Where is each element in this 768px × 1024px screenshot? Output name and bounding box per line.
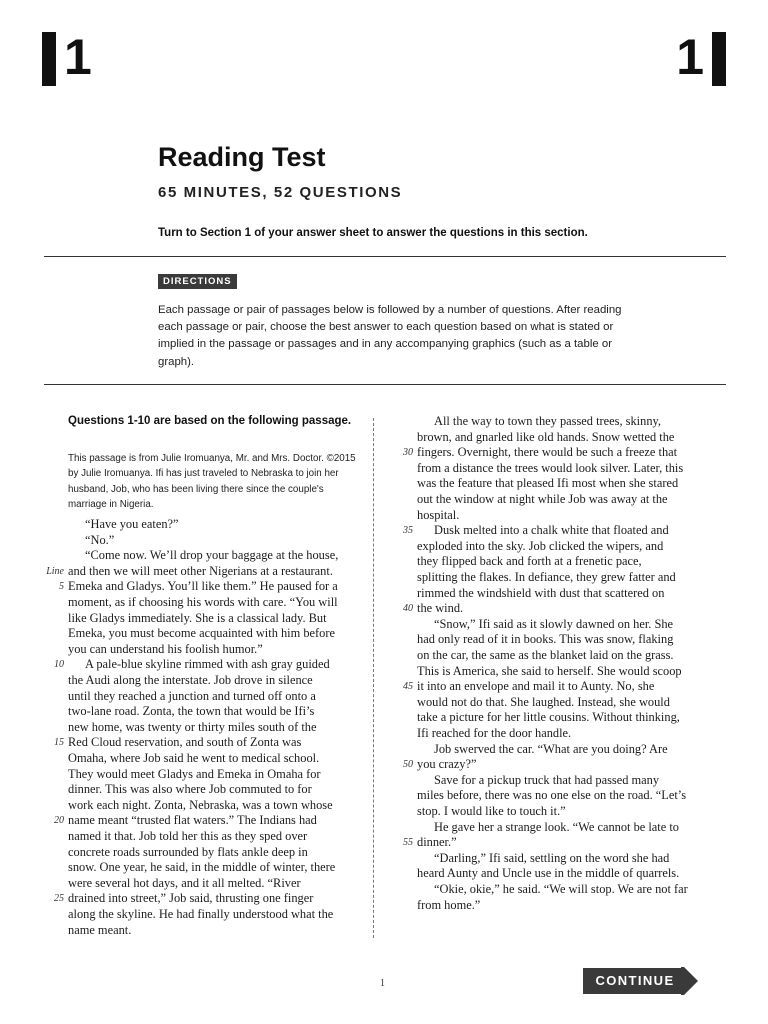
section-number-right: 1 — [676, 29, 704, 85]
line-number: 40 — [403, 603, 413, 615]
passage-line: Emeka, you must become acquainted with him before — [68, 626, 336, 641]
line-number: 35 — [403, 525, 413, 537]
passage-intro: This passage is from Julie Iromuanya, Mr. and Mrs. Doctor. ©2015 by Julie Iromuanya. Ifi has just traveled to Nebraska to join her husband, Job, who has been living there since the couple's marriage in Nigeria. — [68, 453, 356, 510]
passage-line: would not do that. She laughed. Instead, she would — [417, 694, 670, 709]
passage-line: He gave her a strange look. “We cannot be late to — [434, 819, 679, 834]
continue-button[interactable] — [583, 967, 699, 995]
line-number: 55 — [403, 837, 413, 849]
section-marker-bar-left — [42, 32, 56, 86]
passage-line: miles before, there was no one else on the road. “Let’s — [417, 788, 687, 803]
line-number: 25 — [54, 893, 64, 905]
passage-line: brown, and gnarled like old hands. Snow wetted the — [417, 429, 675, 444]
line-label: Line — [46, 565, 64, 577]
line-number: 45 — [403, 681, 413, 693]
line-number: 10 — [54, 659, 64, 671]
page-number: 1 — [380, 978, 385, 989]
passage-line: fingers. Overnight, there would be such a freeze that — [417, 445, 678, 460]
passage-line: “Snow,” Ifi said as it slowly dawned on her. She — [434, 616, 674, 631]
passage-line: and then we will meet other Nigerians at a restaurant. — [68, 563, 333, 578]
passage-line: named it that. Job told her this as they sped over — [68, 829, 308, 843]
passage-line: you can understand his foolish humor.” — [68, 641, 263, 656]
passage-line: Omaha, where Job said he went to medical school. — [68, 751, 320, 765]
directions-text: Each passage or pair of passages below is followed by a number of questions. After reading each passage or pair, choose the best answer to each question based on what is stated or implied in the passage or passages and in any accompanying graphics (such as a table or graph). — [158, 304, 622, 368]
passage-line: “Okie, okie,” he said. “We will stop. We are not far — [434, 882, 688, 896]
passage-line: on the car, the same as the blanket laid on the grass. — [417, 648, 674, 662]
passage-line: This is America, she said to herself. She would scoop — [417, 663, 682, 678]
passage-line: moment, as if choosing his words with care. “You will — [68, 595, 338, 609]
questions-heading: Questions 1-10 are based on the following passage. — [68, 415, 352, 427]
passage-line: Ifi reached for the door handle. — [417, 726, 572, 740]
passage-line: concrete roads surrounded by flats ankle deep in — [68, 844, 308, 859]
divider-top — [44, 256, 726, 257]
passage-line: “Come now. We’ll drop your baggage at the house, — [85, 548, 339, 563]
passage-line: heard Aunty and Uncle use in the middle of quarrels. — [417, 866, 680, 881]
passage-line: Job swerved the car. “What are you doing? Are — [434, 741, 668, 756]
passage-line: Red Cloud reservation, and south of Zonta was — [68, 735, 302, 750]
answer-sheet-instruction: Turn to Section 1 of your answer sheet to answer the questions in this section. — [158, 227, 588, 239]
passage-line: name meant “trusted flat waters.” The Indians had — [68, 813, 317, 828]
divider-bottom — [44, 384, 726, 385]
test-duration-subtitle: 65 MINUTES, 52 QUESTIONS — [158, 184, 403, 201]
passage-line: you crazy?” — [417, 757, 477, 772]
passage-line: the Audi along the interstate. Job drove in silence — [68, 673, 313, 687]
section-marker-bar-right — [712, 32, 726, 86]
passage-line: along the skyline. He had finally understood what the — [68, 907, 334, 921]
passage-line: “Darling,” Ifi said, settling on the word she had — [434, 850, 670, 865]
section-number-left: 1 — [64, 29, 92, 85]
passage-line: drained into street,” Job said, thrusting one finger — [68, 891, 314, 906]
passage-line: had only read of it in books. This was snow, flaking — [417, 632, 674, 647]
passage-line: hospital. — [417, 507, 460, 522]
passage-line: dinner.” — [417, 835, 457, 850]
passage-line: exploded into the sky. Job clicked the wipers, and — [417, 538, 664, 553]
passage-line: like Gladys immediately. She is a classical lady. But — [68, 610, 327, 625]
passage-line: was the feature that pleased Ifi most when she stared — [417, 476, 679, 491]
column-divider — [373, 418, 374, 938]
directions-tag: DIRECTIONS — [158, 274, 237, 289]
passage-line: new home, was twenty or thirty miles south of the — [68, 719, 317, 734]
line-number: 30 — [403, 447, 413, 459]
passage-line: from a distance the trees would look silver. Later, this — [417, 460, 684, 475]
continue-label: CONTINUE — [595, 973, 675, 988]
passage-line: take a picture for her little cousins. Without thinking, — [417, 710, 680, 725]
passage-line: out the window at night while Job was away at the — [417, 492, 668, 506]
passage-line: A pale-blue skyline rimmed with ash gray guided — [85, 657, 330, 672]
passage-line: it into an envelope and mail it to Aunty. No, she — [417, 679, 655, 694]
line-number: 15 — [54, 737, 64, 749]
passage-line: snow. One year, he said, in the middle of winter, there — [68, 860, 336, 875]
passage-line: “Have you eaten?” — [85, 517, 179, 531]
line-number: 20 — [54, 815, 64, 827]
passage-line: work each night. Zonta, Nebraska, was a town whose — [68, 797, 333, 812]
passage-line: the wind. — [417, 601, 464, 616]
page-title: Reading Test — [158, 142, 326, 172]
passage-line: splitting the flakes. In defiance, they grew fatter and — [417, 570, 676, 584]
passage-line: from home.” — [417, 897, 481, 912]
passage-line: They would meet Gladys and Emeka in Omaha for — [68, 766, 321, 781]
passage-line: Dusk melted into a chalk white that floated and — [434, 523, 669, 538]
passage-line: they flipped back and forth at a frenetic pace, — [417, 554, 642, 569]
passage-line: Emeka and Gladys. You’ll like them.” He paused for a — [68, 579, 338, 594]
passage-line: “No.” — [85, 532, 115, 547]
passage-line: All the way to town they passed trees, skinny, — [434, 414, 662, 428]
line-number: 50 — [403, 759, 413, 771]
line-number: 5 — [59, 581, 64, 593]
passage-line: dinner. This was also where Job commuted to for — [68, 782, 312, 797]
passage-line: two-lane road. Zonta, the town that would be Ifi’s — [68, 704, 315, 719]
passage-line: rimmed the windshield with dust that scattered on — [417, 585, 665, 600]
passage-line: name meant. — [68, 922, 132, 937]
passage-line: were several hot days, and it all melted. “River — [68, 875, 301, 890]
passage-line: stop. I would like to touch it.” — [417, 804, 566, 818]
passage-line: until they reached a junction and turned off onto a — [68, 688, 316, 703]
passage-line: Save for a pickup truck that had passed many — [434, 772, 660, 787]
